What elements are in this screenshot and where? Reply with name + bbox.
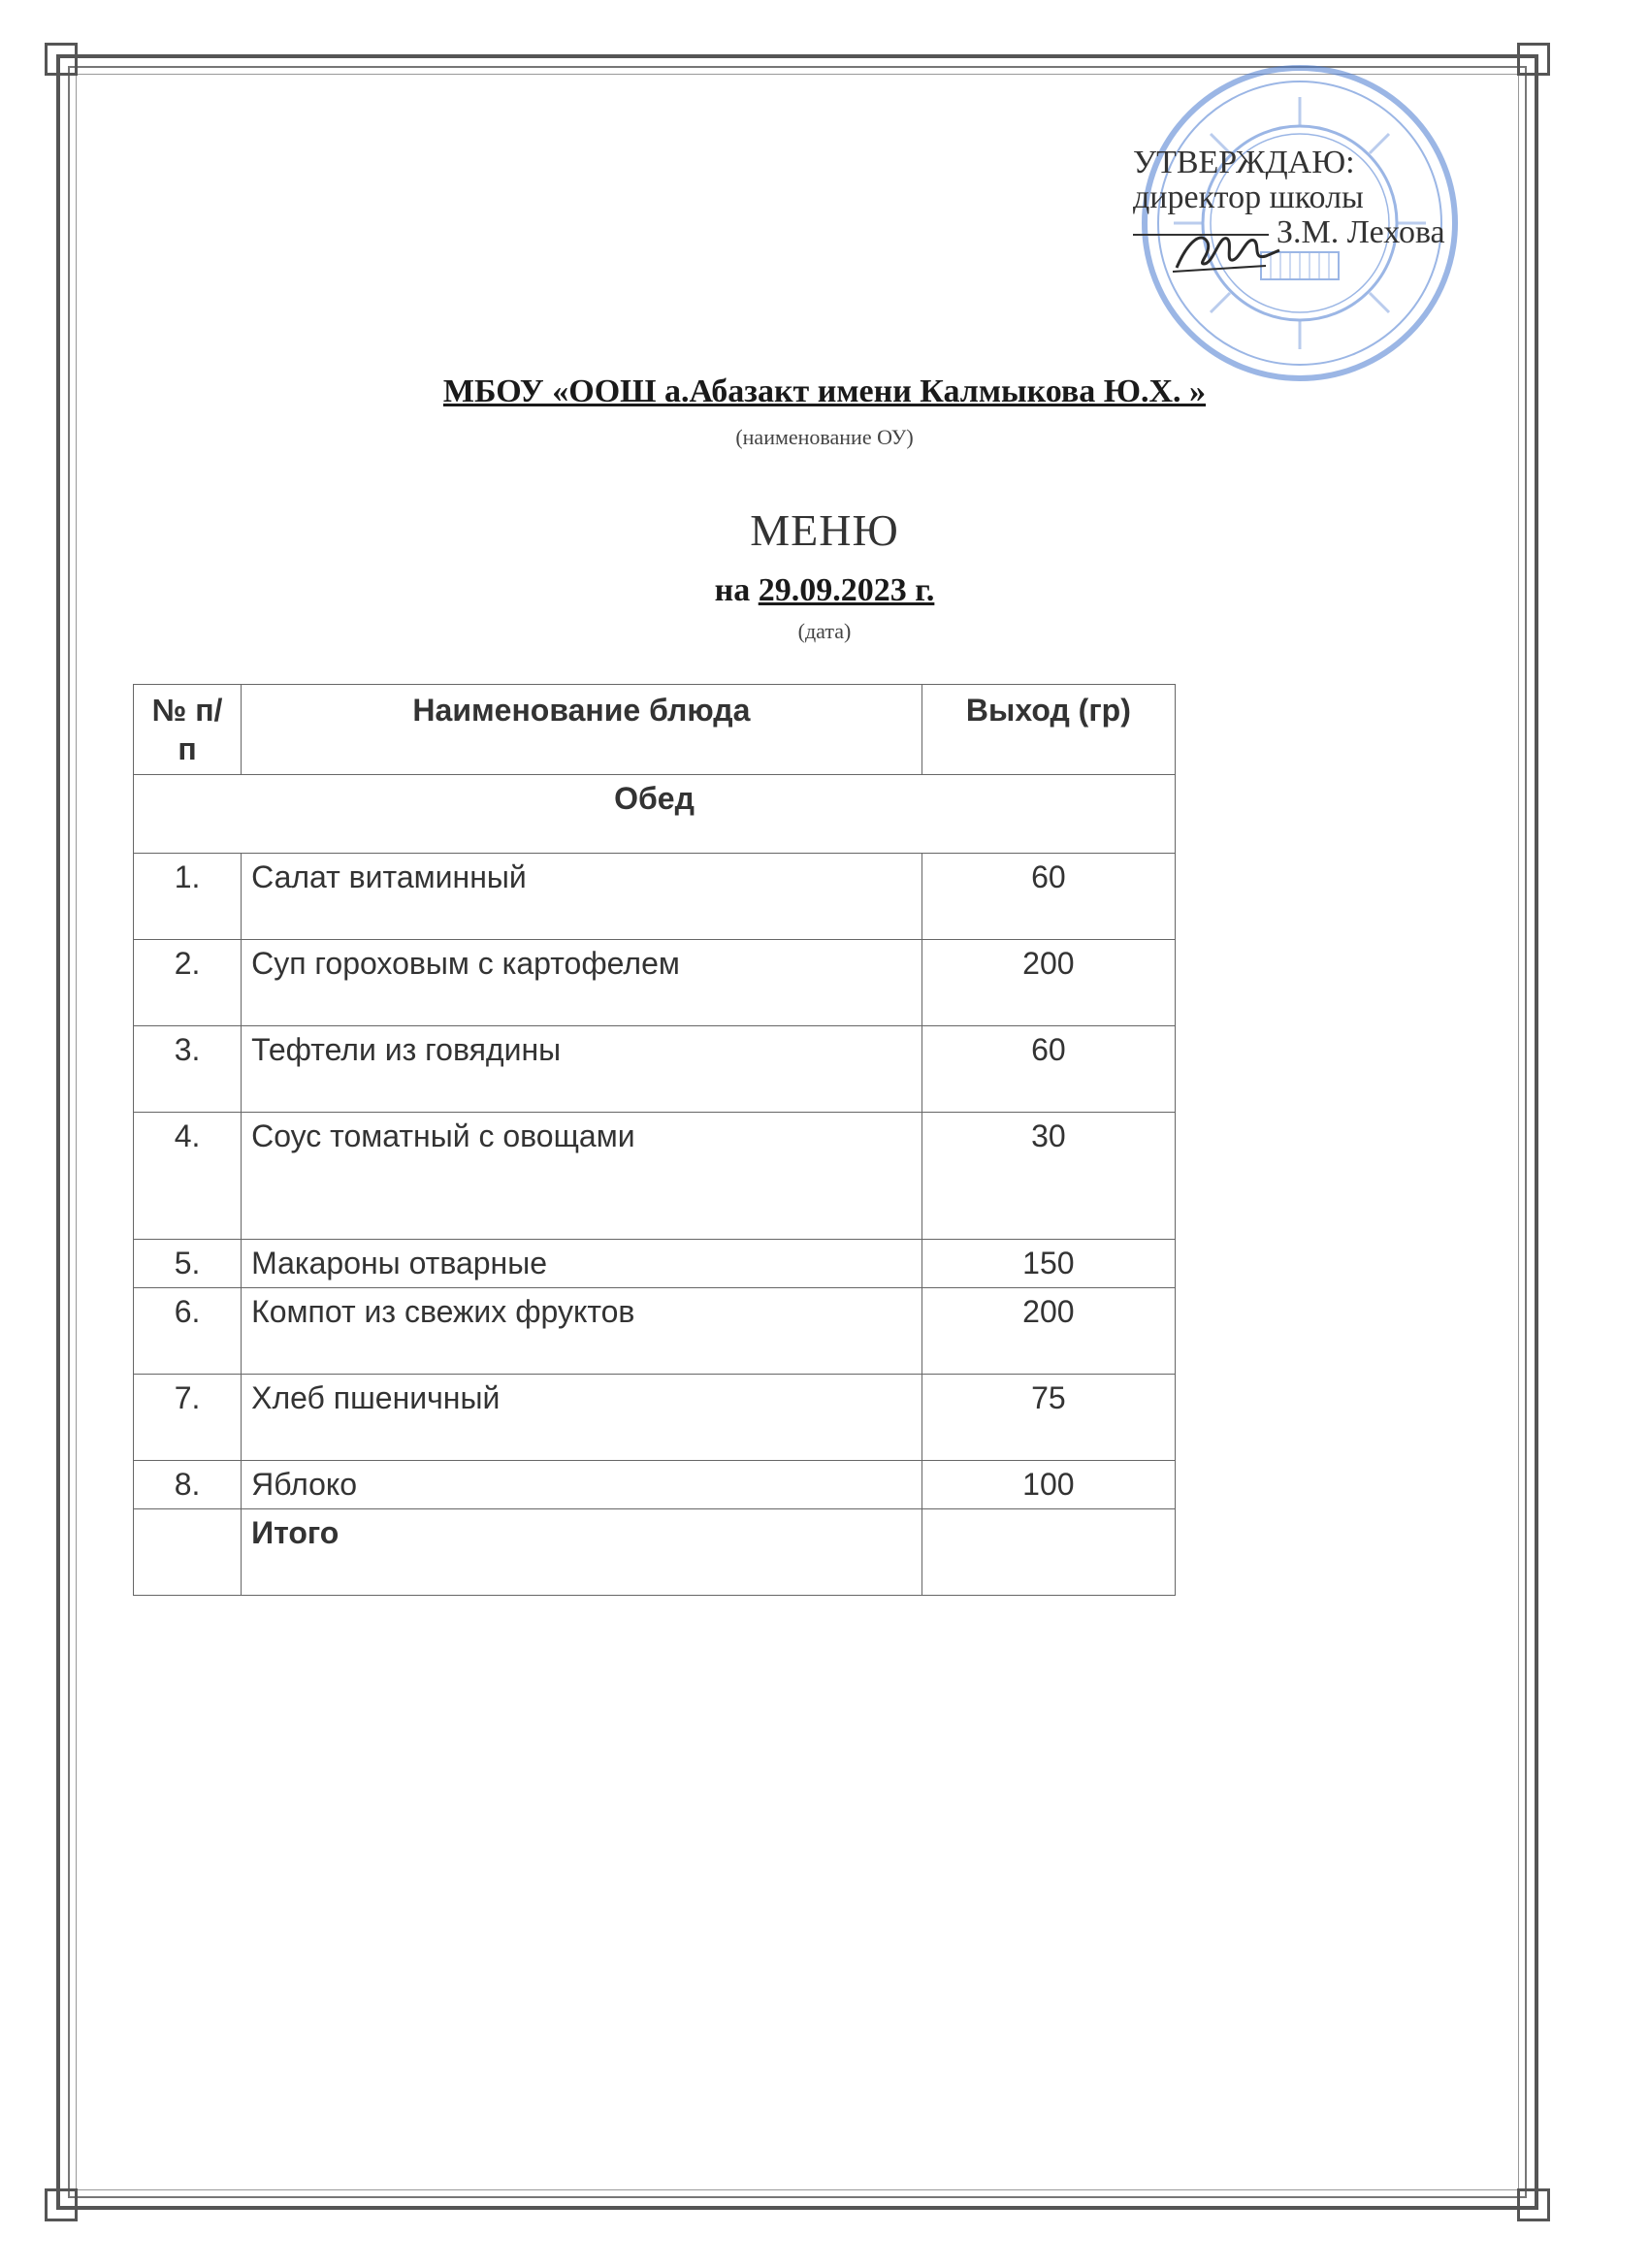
row-name: Салат витаминный	[242, 854, 922, 940]
border-corner	[45, 2188, 78, 2221]
border-corner	[45, 43, 78, 76]
row-name: Соус томатный с овощами	[242, 1113, 922, 1240]
approval-heading: УТВЕРЖДАЮ:	[1133, 145, 1355, 180]
signature-icon	[1169, 221, 1285, 279]
date-caption: (дата)	[797, 619, 852, 643]
border-corner	[1517, 2188, 1550, 2221]
row-name: Суп гороховым с картофелем	[242, 940, 922, 1026]
row-output: 60	[922, 1026, 1175, 1113]
table-row	[134, 1240, 1176, 1288]
menu-title: МЕНЮ	[750, 505, 899, 555]
menu-date-prefix: на	[714, 572, 751, 608]
table-row	[134, 1113, 1176, 1240]
row-name: Компот из свежих фруктов	[242, 1288, 922, 1375]
approval-position: директор школы	[1133, 179, 1364, 215]
section-label: Обед	[134, 775, 1176, 854]
row-name: Макароны отварные	[242, 1240, 922, 1288]
row-num: 3.	[134, 1026, 242, 1113]
menu-table	[133, 684, 1176, 1596]
row-output: 200	[922, 1288, 1175, 1375]
header-num: № п/п	[134, 685, 242, 775]
total-value	[922, 1509, 1175, 1596]
row-num: 6.	[134, 1288, 242, 1375]
row-output: 200	[922, 940, 1175, 1026]
approval-name: З.М. Лехова	[1277, 214, 1445, 250]
row-output: 30	[922, 1113, 1175, 1240]
row-output: 150	[922, 1240, 1175, 1288]
row-num: 1.	[134, 854, 242, 940]
table-row	[134, 1288, 1176, 1375]
section-row	[134, 775, 1176, 854]
row-num: 7.	[134, 1375, 242, 1461]
table-row	[134, 1461, 1176, 1509]
header-name: Наименование блюда	[242, 685, 922, 775]
row-name: Яблоко	[242, 1461, 922, 1509]
total-num	[134, 1509, 242, 1596]
total-label: Итого	[242, 1509, 922, 1596]
row-num: 5.	[134, 1240, 242, 1288]
school-name: МБОУ «ООШ а.Абазакт имени Калмыкова Ю.Х. »	[442, 373, 1207, 409]
total-row	[134, 1509, 1176, 1596]
header-output: Выход (гр)	[922, 685, 1175, 775]
row-output: 75	[922, 1375, 1175, 1461]
row-output: 60	[922, 854, 1175, 940]
menu-date	[0, 572, 1649, 609]
table-row	[134, 854, 1176, 940]
table-header-row	[134, 685, 1176, 775]
school-caption: (наименование ОУ)	[735, 425, 914, 449]
border-corner	[1517, 43, 1550, 76]
table-row	[134, 1026, 1176, 1113]
row-num: 2.	[134, 940, 242, 1026]
table-row	[134, 940, 1176, 1026]
menu-date-value: 29.09.2023 г.	[758, 572, 935, 608]
row-name: Тефтели из говядины	[242, 1026, 922, 1113]
row-output: 100	[922, 1461, 1175, 1509]
row-num: 8.	[134, 1461, 242, 1509]
row-name: Хлеб пшеничный	[242, 1375, 922, 1461]
table-row	[134, 1375, 1176, 1461]
row-num: 4.	[134, 1113, 242, 1240]
